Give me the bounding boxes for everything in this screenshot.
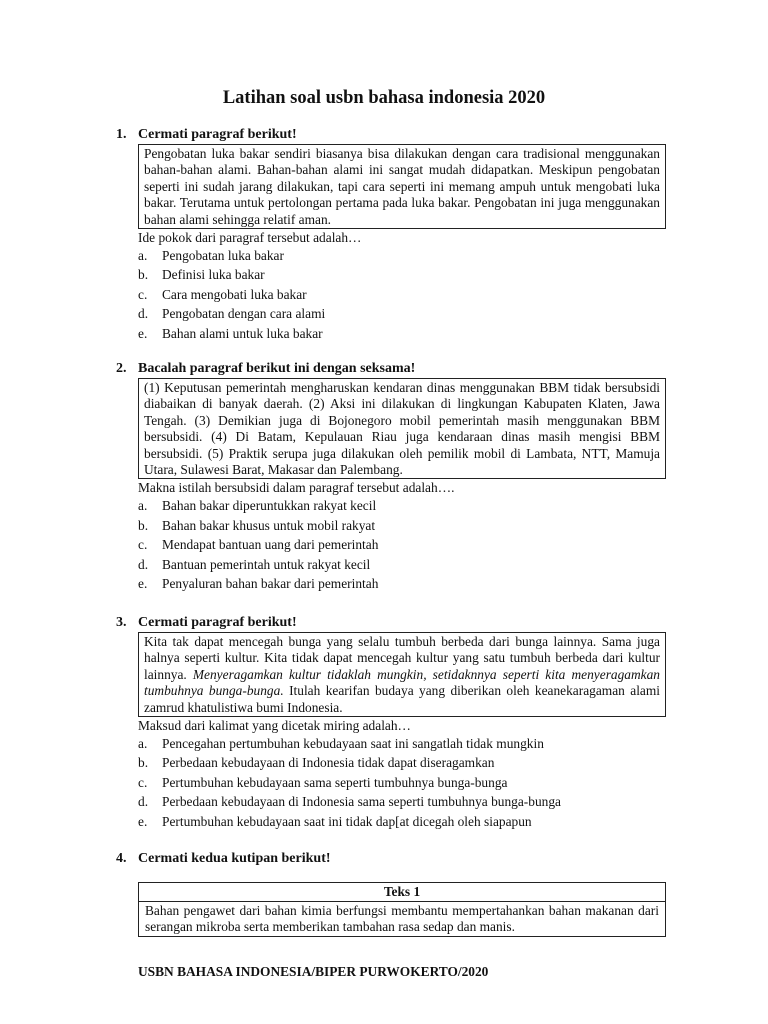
question-2-options bbox=[138, 496, 676, 593]
teks-1-header: Teks 1 bbox=[139, 883, 666, 902]
option-item: a. Pengobatan luka bakar bbox=[138, 248, 284, 264]
option-item: a. Pencegahan pertumbuhan kebudayaan saat ini sangatlah tidak mungkin bbox=[138, 736, 544, 752]
question-instruction: Bacalah paragraf berikut ini dengan seksama! bbox=[138, 361, 416, 376]
option-item: d. Perbedaan kebudayaan di Indonesia sama seperti tumbuhnya bunga-bunga bbox=[138, 794, 561, 810]
question-3-passage bbox=[138, 632, 666, 717]
question-1-heading bbox=[116, 126, 676, 144]
page-title: Latihan soal usbn bahasa indonesia 2020 bbox=[222, 88, 546, 108]
option-item: e. Penyaluran bahan bakar dari pemerintah bbox=[138, 576, 379, 591]
question-number: 3. bbox=[116, 615, 127, 630]
option-item: b. Definisi luka bakar bbox=[138, 267, 265, 283]
question-2-heading bbox=[116, 360, 676, 378]
question-1-prompt: Ide pokok dari paragraf tersebut adalah… bbox=[138, 230, 362, 246]
option-item: e. Bahan alami untuk luka bakar bbox=[138, 325, 323, 341]
option-item: c. Cara mengobati luka bakar bbox=[138, 286, 307, 302]
question-2-passage: (1) Keputusan pemerintah mengharuskan kendaran dinas menggunakan BBM tidak bersubsidi diabaikan di banyak daerah. (2) Aksi ini dilakukan di lingkungan Kabupaten Klaten, Jawa Tengah. (3) Demikian juga di Bojonegoro mobil pemerintah masih menggunakan BBM bersubsidi. (4) Di Batam, Kepulauan Riau juga kendaraan dinas masih mengisi BBM bersubsidi. (5) Praktik serupa juga dilakukan oleh pemilik mobil di Lambata, NTT, Mamuja Utara, Sulawesi Barat, Makasar dan Palembang. bbox=[138, 378, 666, 479]
option-item: d. Pengobatan dengan cara alami bbox=[138, 306, 326, 322]
question-3-prompt: Maksud dari kalimat yang dicetak miring adalah… bbox=[138, 718, 411, 734]
option-item: d. Bantuan pemerintah untuk rakyat kecil bbox=[138, 556, 371, 572]
question-3 bbox=[116, 614, 676, 831]
option-item: e. Pertumbuhan kebudayaan saat ini tidak dap[at dicegah oleh siapapun bbox=[138, 813, 532, 829]
question-number: 1. bbox=[116, 127, 127, 142]
option-item: b. Perbedaan kebudayaan di Indonesia tidak dapat diseragamkan bbox=[138, 755, 495, 771]
option-item: c. Pertumbuhan kebudayaan sama seperti tumbuhnya bunga-bunga bbox=[138, 774, 508, 790]
option-item: a. Bahan bakar diperuntukkan rakyat kecil bbox=[138, 498, 377, 514]
question-2-prompt: Makna istilah bersubsidi dalam paragraf tersebut adalah…. bbox=[138, 480, 455, 496]
question-3-options bbox=[138, 734, 676, 831]
page-footer: USBN BAHASA INDONESIA/BIPER PURWOKERTO/2020 bbox=[138, 964, 489, 979]
question-4 bbox=[116, 850, 676, 937]
question-1-passage: Pengobatan luka bakar sendiri biasanya bisa dilakukan dengan cara tradisional menggunakan bahan-bahan alami. Bahan-bahan alami ini sangat mudah didapatkan. Meskipun pengobatan seperti ini sudah jarang dilakukan, tapi cara seperti ini memang ampuh untuk mengobati luka bakar. Terutama untuk pertolongan pertama pada luka bakar. Pengobatan ini juga menggunakan bahan alami sehingga relatif aman. bbox=[138, 144, 666, 229]
question-4-heading bbox=[116, 850, 676, 868]
question-3-heading bbox=[116, 614, 676, 632]
question-2 bbox=[116, 360, 676, 593]
passage-text: Itulah kearifan budaya yang diberikan oleh keanekaragaman alami zamrud khatulistiwa bumi Indonesia. bbox=[144, 683, 660, 715]
passage-text: Kita tak dapat mencegah bunga yang selalu tumbuh berbeda dari bunga lainnya. Sama juga halnya seperti kultur. Kita tidak dapat mencegah kultur yang satu tumbuh berbeda dari kultur lainnya. bbox=[144, 634, 660, 682]
question-number: 4. bbox=[116, 851, 127, 866]
teks-1-table bbox=[138, 882, 666, 937]
option-item: b. Bahan bakar khusus untuk mobil rakyat bbox=[138, 517, 376, 533]
question-instruction: Cermati paragraf berikut! bbox=[138, 127, 297, 142]
question-instruction: Cermati kedua kutipan berikut! bbox=[138, 851, 331, 866]
passage-italic-text: Menyeragamkan kultur tidaklah mungkin, setidaknnya seperti kita menyeragamkan tumbuhnya bunga-bunga. bbox=[144, 666, 660, 699]
question-number: 2. bbox=[116, 361, 127, 376]
option-item: c. Mendapat bantuan uang dari pemerintah bbox=[138, 537, 379, 553]
question-1 bbox=[116, 126, 676, 343]
question-1-options bbox=[138, 246, 676, 343]
teks-1-body: Bahan pengawet dari bahan kimia berfungsi membantu mempertahankan bahan makanan dari serangan mikroba serta memberikan tambahan rasa sedap dan manis. bbox=[139, 902, 666, 937]
question-instruction: Cermati paragraf berikut! bbox=[138, 615, 297, 630]
